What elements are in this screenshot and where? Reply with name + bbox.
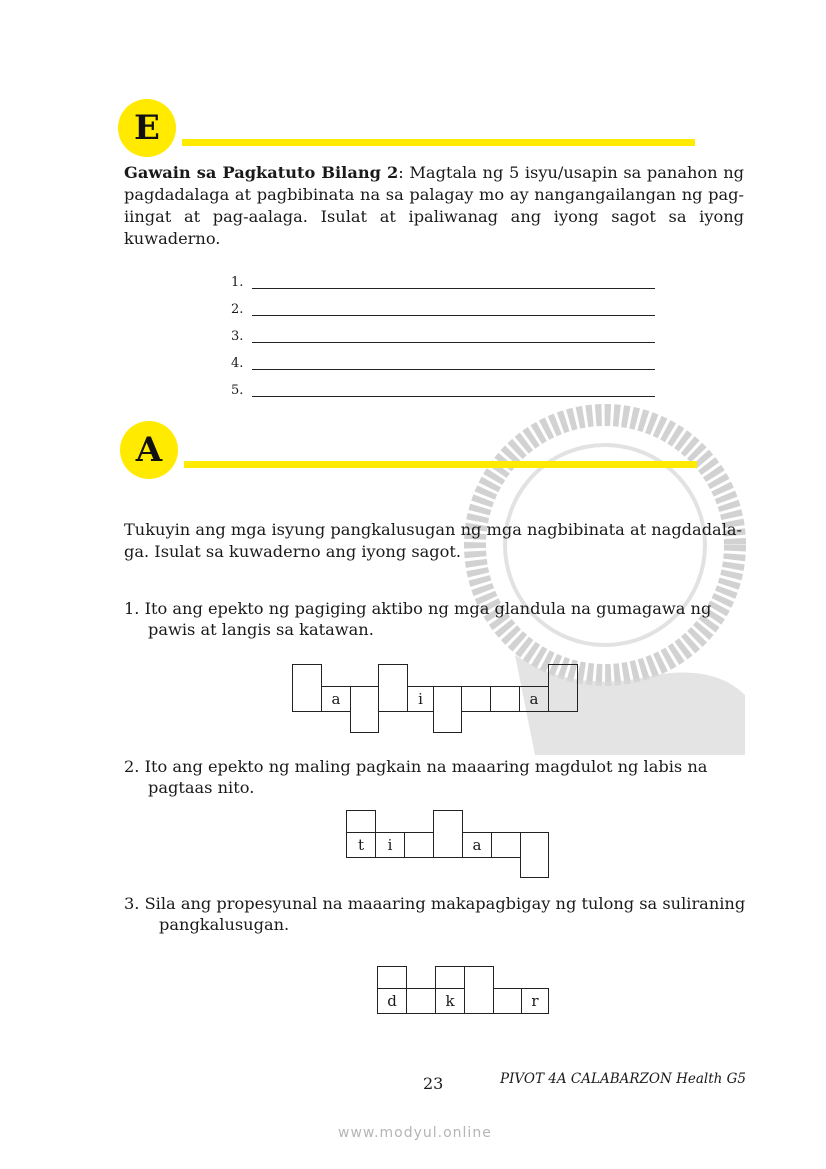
section-a-instruction: Tukuyin ang mga isyung pangkalusugan ng mga nagbibinata at nagdadala-ga. Isulat sa kuwaderno ang iyong sagot. [124, 520, 743, 561]
puzzle-box[interactable]: r [521, 988, 549, 1014]
section-e-badge: E [118, 99, 176, 157]
puzzle-box[interactable] [406, 988, 436, 1014]
puzzle-box[interactable] [461, 686, 491, 712]
puzzle-box[interactable] [520, 832, 549, 878]
answer-line-3[interactable] [231, 329, 655, 349]
puzzle-box[interactable]: t [346, 832, 376, 858]
section-e-yellow-line [182, 139, 695, 146]
puzzle-box[interactable]: a [321, 686, 351, 712]
question-2: 2. Ito ang epekto ng maling pagkain na maaaring magdulot ng labis na pagtaas nito. [124, 757, 708, 797]
question-1: 1. Ito ang epekto ng pagiging aktibo ng mga glandula na gumagawa ng pawis at langis sa katawan. [124, 599, 712, 639]
blank-number: 2. [231, 302, 244, 317]
answer-line-5[interactable] [231, 383, 655, 403]
puzzle-box[interactable] [490, 686, 520, 712]
puzzle-box[interactable]: i [407, 686, 434, 712]
puzzle-box[interactable] [464, 966, 494, 1014]
blank-number: 4. [231, 356, 244, 371]
answer-line-2[interactable] [231, 302, 655, 322]
answer-line-4[interactable] [231, 356, 655, 376]
blank-number: 1. [231, 275, 244, 290]
question-3: 3. Sila ang propesyunal na maaaring makapagbigay ng tulong sa suliraning pangkalusugan. [124, 894, 746, 934]
blank-number: 3. [231, 329, 244, 344]
puzzle-box[interactable] [378, 664, 408, 712]
section-a-badge: A [120, 421, 178, 479]
activity-instruction [124, 162, 744, 250]
puzzle-box[interactable] [493, 988, 522, 1014]
puzzle-box[interactable] [491, 832, 521, 858]
puzzle-box[interactable]: a [462, 832, 492, 858]
puzzle-box[interactable] [433, 686, 462, 733]
puzzle-box[interactable]: k [435, 988, 465, 1014]
page-number: 23 [423, 1074, 444, 1093]
puzzle-box[interactable]: i [375, 832, 405, 858]
puzzle-box[interactable] [548, 664, 578, 712]
activity-title: Gawain sa Pagkatuto Bilang 2 [124, 163, 399, 182]
puzzle-box[interactable] [433, 810, 463, 858]
site-watermark: www.modyul.online [338, 1125, 492, 1141]
puzzle-box[interactable]: d [377, 988, 407, 1014]
activity-instruction-text: : Magtala ng 5 isyu/usapin sa panahon ng pagdadalaga at pagbibinata na sa palagay mo ay nangangailangan ng pag-iingat at pag-aalaga. Isulat at ipaliwanag ang iyong sagot sa iyong kuwaderno. [124, 163, 745, 248]
blank-number: 5. [231, 383, 244, 398]
answer-line-1[interactable] [231, 275, 655, 295]
section-a-yellow-line [184, 461, 697, 468]
footer-title: PIVOT 4A CALABARZON Health G5 [500, 1071, 747, 1087]
puzzle-box[interactable] [350, 686, 379, 733]
puzzle-box[interactable] [404, 832, 434, 858]
puzzle-box[interactable]: a [519, 686, 549, 712]
puzzle-box[interactable] [292, 664, 322, 712]
